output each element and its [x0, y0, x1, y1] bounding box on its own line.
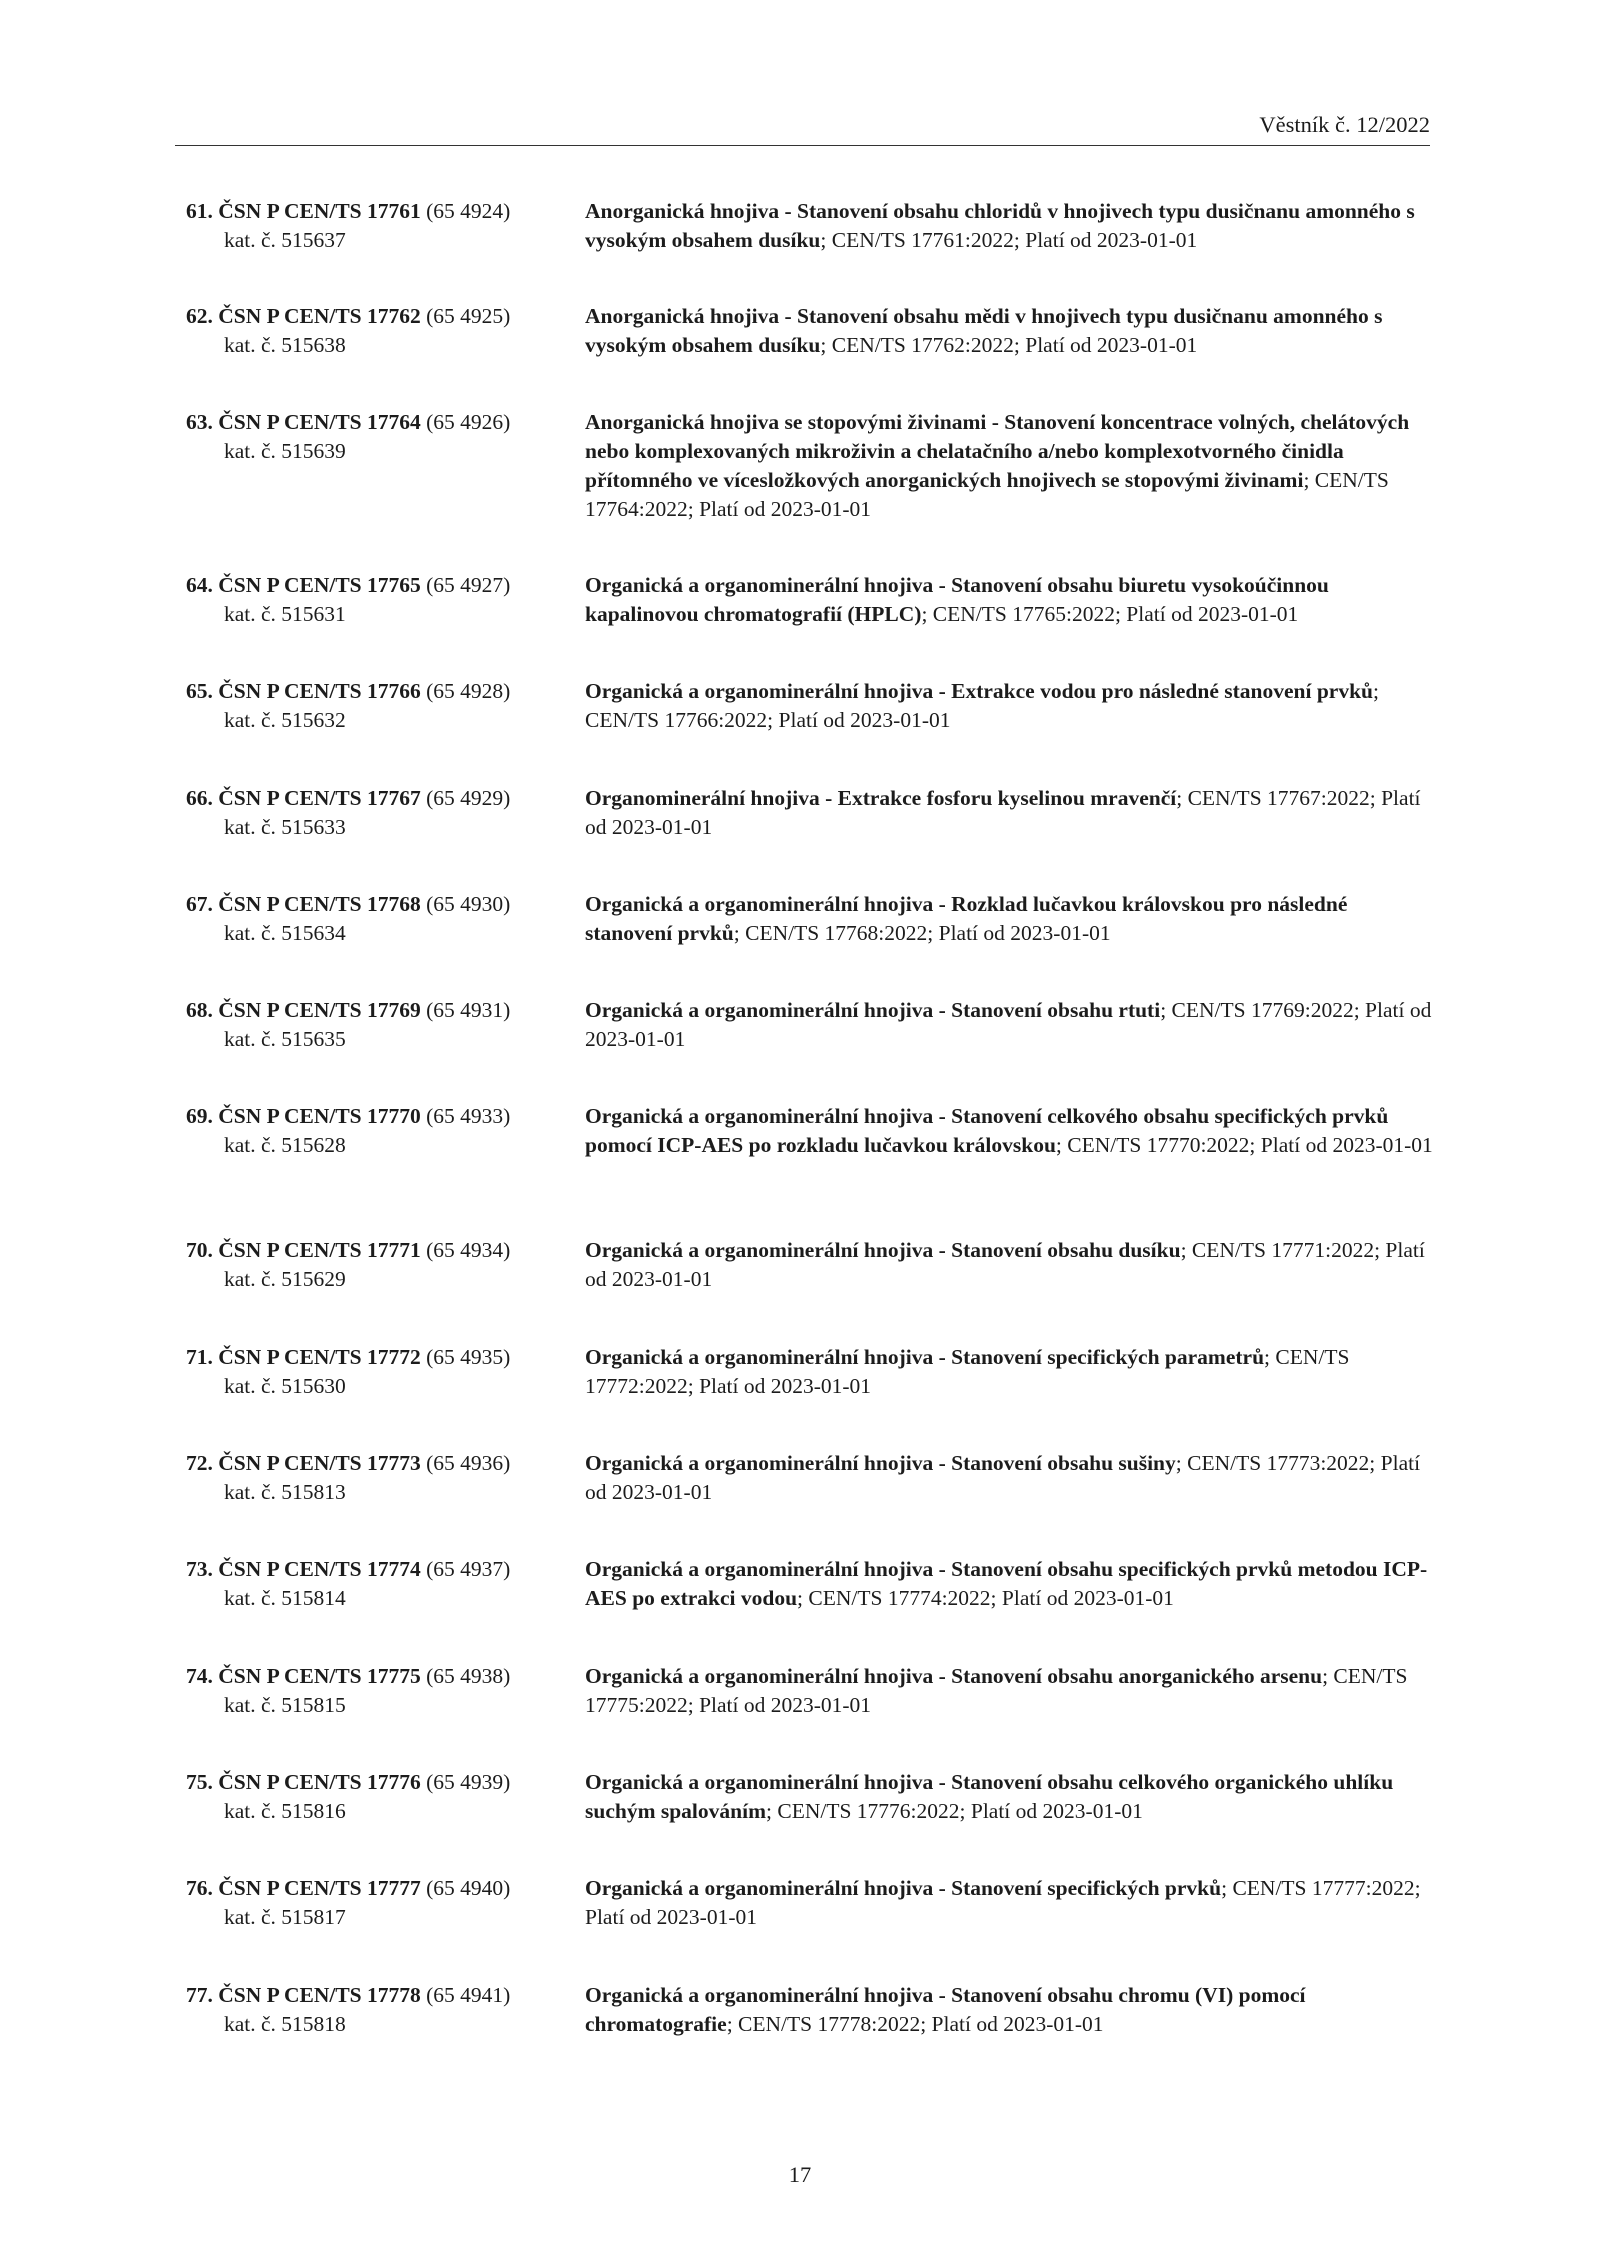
standard-code: ČSN P CEN/TS 17775 [218, 1664, 421, 1688]
standard-details: ; CEN/TS 17776:2022; Platí od 2023-01-01 [766, 1799, 1143, 1823]
standard-reference [186, 1343, 566, 1401]
standard-code: ČSN P CEN/TS 17765 [218, 573, 421, 597]
classification-code: (65 4928) [426, 679, 511, 703]
entry-number: 76. [186, 1876, 213, 1900]
page-header: Věstník č. 12/2022 [1259, 112, 1430, 137]
classification-code: (65 4924) [426, 199, 511, 223]
standard-reference [186, 1449, 566, 1507]
entry-number: 62. [186, 304, 213, 328]
catalog-number: kat. č. 515629 [224, 1267, 346, 1291]
standard-title: Anorganická hnojiva se stopovými živinami - Stanovení koncentrace volných, chelátových nebo komplexovaných mikroživin a chelatačního a/nebo komplexotvorného činidla přítomného ve vícesložkových anorganických hnojivech se stopovými živinami [585, 410, 1410, 492]
standard-description [585, 302, 1435, 360]
catalog-number: kat. č. 515638 [224, 333, 346, 357]
standard-code: ČSN P CEN/TS 17773 [218, 1451, 421, 1475]
catalog-number: kat. č. 515632 [224, 708, 346, 732]
standard-description [585, 1236, 1435, 1294]
standard-title: Organická a organominerální hnojiva - Stanovení obsahu anorganického arsenu [585, 1664, 1323, 1688]
standard-code: ČSN P CEN/TS 17768 [218, 892, 421, 916]
standard-details: ; CEN/TS 17766:2022; Platí od 2023-01-01 [585, 679, 1379, 732]
classification-code: (65 4940) [426, 1876, 511, 1900]
standard-details: ; CEN/TS 17768:2022; Platí od 2023-01-01 [733, 921, 1111, 945]
catalog-number: kat. č. 515813 [224, 1480, 346, 1504]
catalog-number: kat. č. 515635 [224, 1027, 346, 1051]
standard-code: ČSN P CEN/TS 17767 [218, 786, 421, 810]
standard-description [585, 1343, 1435, 1401]
standard-code: ČSN P CEN/TS 17774 [218, 1557, 421, 1581]
standard-reference [186, 1874, 566, 1932]
standard-reference [186, 302, 566, 360]
standard-title: Organická a organominerální hnojiva - Stanovení obsahu rtuti [585, 998, 1161, 1022]
standard-details: ; CEN/TS 17778:2022; Platí od 2023-01-01 [726, 2012, 1104, 2036]
catalog-number: kat. č. 515817 [224, 1905, 346, 1929]
standard-details: ; CEN/TS 17777:2022; Platí od 2023-01-01 [585, 1876, 1421, 1929]
catalog-number: kat. č. 515818 [224, 2012, 346, 2036]
standard-title: Organická a organominerální hnojiva - Stanovení obsahu dusíku [585, 1238, 1181, 1262]
standard-code: ČSN P CEN/TS 17771 [218, 1238, 421, 1262]
standard-reference [186, 784, 566, 842]
standard-title: Organická a organominerální hnojiva - Stanovení celkového obsahu specifických prvků pomocí ICP-AES po rozkladu lučavkou královskou [585, 1104, 1389, 1157]
entry-number: 67. [186, 892, 213, 916]
standard-details: ; CEN/TS 17772:2022; Platí od 2023-01-01 [585, 1345, 1350, 1398]
standard-description [585, 890, 1435, 948]
standard-code: ČSN P CEN/TS 17772 [218, 1345, 421, 1369]
standard-description [585, 1662, 1435, 1720]
entry-number: 64. [186, 573, 213, 597]
standard-reference [186, 1236, 566, 1294]
standard-reference [186, 1555, 566, 1613]
standard-reference [186, 1102, 566, 1160]
entry-number: 66. [186, 786, 213, 810]
entry-number: 71. [186, 1345, 213, 1369]
standard-reference [186, 1662, 566, 1720]
standard-description [585, 677, 1435, 735]
standard-description [585, 1768, 1435, 1826]
classification-code: (65 4939) [426, 1770, 511, 1794]
standard-details: ; CEN/TS 17774:2022; Platí od 2023-01-01 [797, 1586, 1174, 1610]
classification-code: (65 4926) [426, 410, 511, 434]
catalog-number: kat. č. 515815 [224, 1693, 346, 1717]
standard-title: Organická a organominerální hnojiva - Extrakce vodou pro následné stanovení prvků [585, 679, 1374, 703]
standard-code: ČSN P CEN/TS 17778 [218, 1983, 421, 2007]
standard-code: ČSN P CEN/TS 17762 [218, 304, 421, 328]
entry-number: 65. [186, 679, 213, 703]
standard-title: Anorganická hnojiva - Stanovení obsahu chloridů v hnojivech typu dusičnanu amonného s vysokým obsahem dusíku [585, 199, 1415, 252]
standard-reference [186, 571, 566, 629]
page-number: 17 [788, 2162, 812, 2187]
classification-code: (65 4934) [426, 1238, 511, 1262]
entry-number: 70. [186, 1238, 213, 1262]
entry-number: 63. [186, 410, 213, 434]
standard-details: ; CEN/TS 17773:2022; Platí od 2023-01-01 [585, 1451, 1421, 1504]
standard-title: Organická a organominerální hnojiva - Stanovení obsahu celkového organického uhlíku suchým spalováním [585, 1770, 1394, 1823]
standard-title: Anorganická hnojiva - Stanovení obsahu mědi v hnojivech typu dusičnanu amonného s vysokým obsahem dusíku [585, 304, 1383, 357]
standard-description [585, 1102, 1435, 1160]
standard-reference [186, 677, 566, 735]
classification-code: (65 4930) [426, 892, 511, 916]
standard-reference [186, 408, 566, 466]
standard-details: ; CEN/TS 17765:2022; Platí od 2023-01-01 [921, 602, 1299, 626]
standard-title: Organická a organominerální hnojiva - Stanovení specifických prvků [585, 1876, 1222, 1900]
standard-description [585, 1981, 1435, 2039]
classification-code: (65 4938) [426, 1664, 511, 1688]
standard-code: ČSN P CEN/TS 17769 [218, 998, 421, 1022]
standard-title: Organická a organominerální hnojiva - Stanovení obsahu chromu (VI) pomocí chromatografie [585, 1983, 1306, 2036]
standard-details: ; CEN/TS 17770:2022; Platí od 2023-01-01 [1055, 1133, 1433, 1157]
catalog-number: kat. č. 515816 [224, 1799, 346, 1823]
header-rule [175, 145, 1430, 146]
standard-details: ; CEN/TS 17771:2022; Platí od 2023-01-01 [585, 1238, 1425, 1291]
catalog-number: kat. č. 515633 [224, 815, 346, 839]
catalog-number: kat. č. 515637 [224, 228, 346, 252]
standard-reference [186, 890, 566, 948]
classification-code: (65 4933) [426, 1104, 511, 1128]
standard-details: ; CEN/TS 17761:2022; Platí od 2023-01-01 [820, 228, 1198, 252]
catalog-number: kat. č. 515631 [224, 602, 346, 626]
standard-details: ; CEN/TS 17769:2022; Platí od 2023-01-01 [585, 998, 1432, 1051]
standard-reference [186, 1981, 566, 2039]
classification-code: (65 4925) [426, 304, 511, 328]
entry-number: 73. [186, 1557, 213, 1581]
entry-number: 77. [186, 1983, 213, 2007]
entry-number: 72. [186, 1451, 213, 1475]
standard-description [585, 408, 1435, 524]
standard-reference [186, 996, 566, 1054]
standard-description [585, 1874, 1435, 1932]
standard-details: ; CEN/TS 17767:2022; Platí od 2023-01-01 [585, 786, 1421, 839]
catalog-number: kat. č. 515814 [224, 1586, 346, 1610]
standard-description [585, 1449, 1435, 1507]
standard-code: ČSN P CEN/TS 17761 [218, 199, 421, 223]
standard-details: ; CEN/TS 17764:2022; Platí od 2023-01-01 [585, 468, 1389, 521]
entry-number: 68. [186, 998, 213, 1022]
standard-code: ČSN P CEN/TS 17764 [218, 410, 421, 434]
catalog-number: kat. č. 515639 [224, 439, 346, 463]
classification-code: (65 4927) [426, 573, 511, 597]
standard-code: ČSN P CEN/TS 17766 [218, 679, 421, 703]
catalog-number: kat. č. 515634 [224, 921, 346, 945]
standard-title: Organická a organominerální hnojiva - Stanovení specifických parametrů [585, 1345, 1265, 1369]
standard-reference [186, 1768, 566, 1826]
standard-title: Organická a organominerální hnojiva - Stanovení obsahu specifických prvků metodou ICP-AES po extrakci vodou [585, 1557, 1428, 1610]
standard-description [585, 1555, 1435, 1613]
standard-description [585, 571, 1435, 629]
standard-reference [186, 197, 566, 255]
standard-description [585, 197, 1435, 255]
classification-code: (65 4931) [426, 998, 511, 1022]
classification-code: (65 4937) [426, 1557, 511, 1581]
standard-code: ČSN P CEN/TS 17770 [218, 1104, 421, 1128]
standard-title: Organická a organominerální hnojiva - Rozklad lučavkou královskou pro následné stanovení prvků [585, 892, 1348, 945]
catalog-number: kat. č. 515630 [224, 1374, 346, 1398]
entry-number: 75. [186, 1770, 213, 1794]
classification-code: (65 4935) [426, 1345, 511, 1369]
standard-title: Organická a organominerální hnojiva - Stanovení obsahu biuretu vysokoúčinnou kapalinovou chromatografií (HPLC) [585, 573, 1329, 626]
entry-number: 69. [186, 1104, 213, 1128]
standard-description [585, 996, 1435, 1054]
standard-title: Organominerální hnojiva - Extrakce fosforu kyselinou mravenčí [585, 786, 1177, 810]
standard-title: Organická a organominerální hnojiva - Stanovení obsahu sušiny [585, 1451, 1176, 1475]
classification-code: (65 4936) [426, 1451, 511, 1475]
entry-number: 74. [186, 1664, 213, 1688]
standard-details: ; CEN/TS 17775:2022; Platí od 2023-01-01 [585, 1664, 1408, 1717]
standard-description [585, 784, 1435, 842]
standard-code: ČSN P CEN/TS 17777 [218, 1876, 421, 1900]
standard-code: ČSN P CEN/TS 17776 [218, 1770, 421, 1794]
standard-details: ; CEN/TS 17762:2022; Platí od 2023-01-01 [820, 333, 1198, 357]
classification-code: (65 4941) [426, 1983, 511, 2007]
catalog-number: kat. č. 515628 [224, 1133, 346, 1157]
classification-code: (65 4929) [426, 786, 511, 810]
entry-number: 61. [186, 199, 213, 223]
